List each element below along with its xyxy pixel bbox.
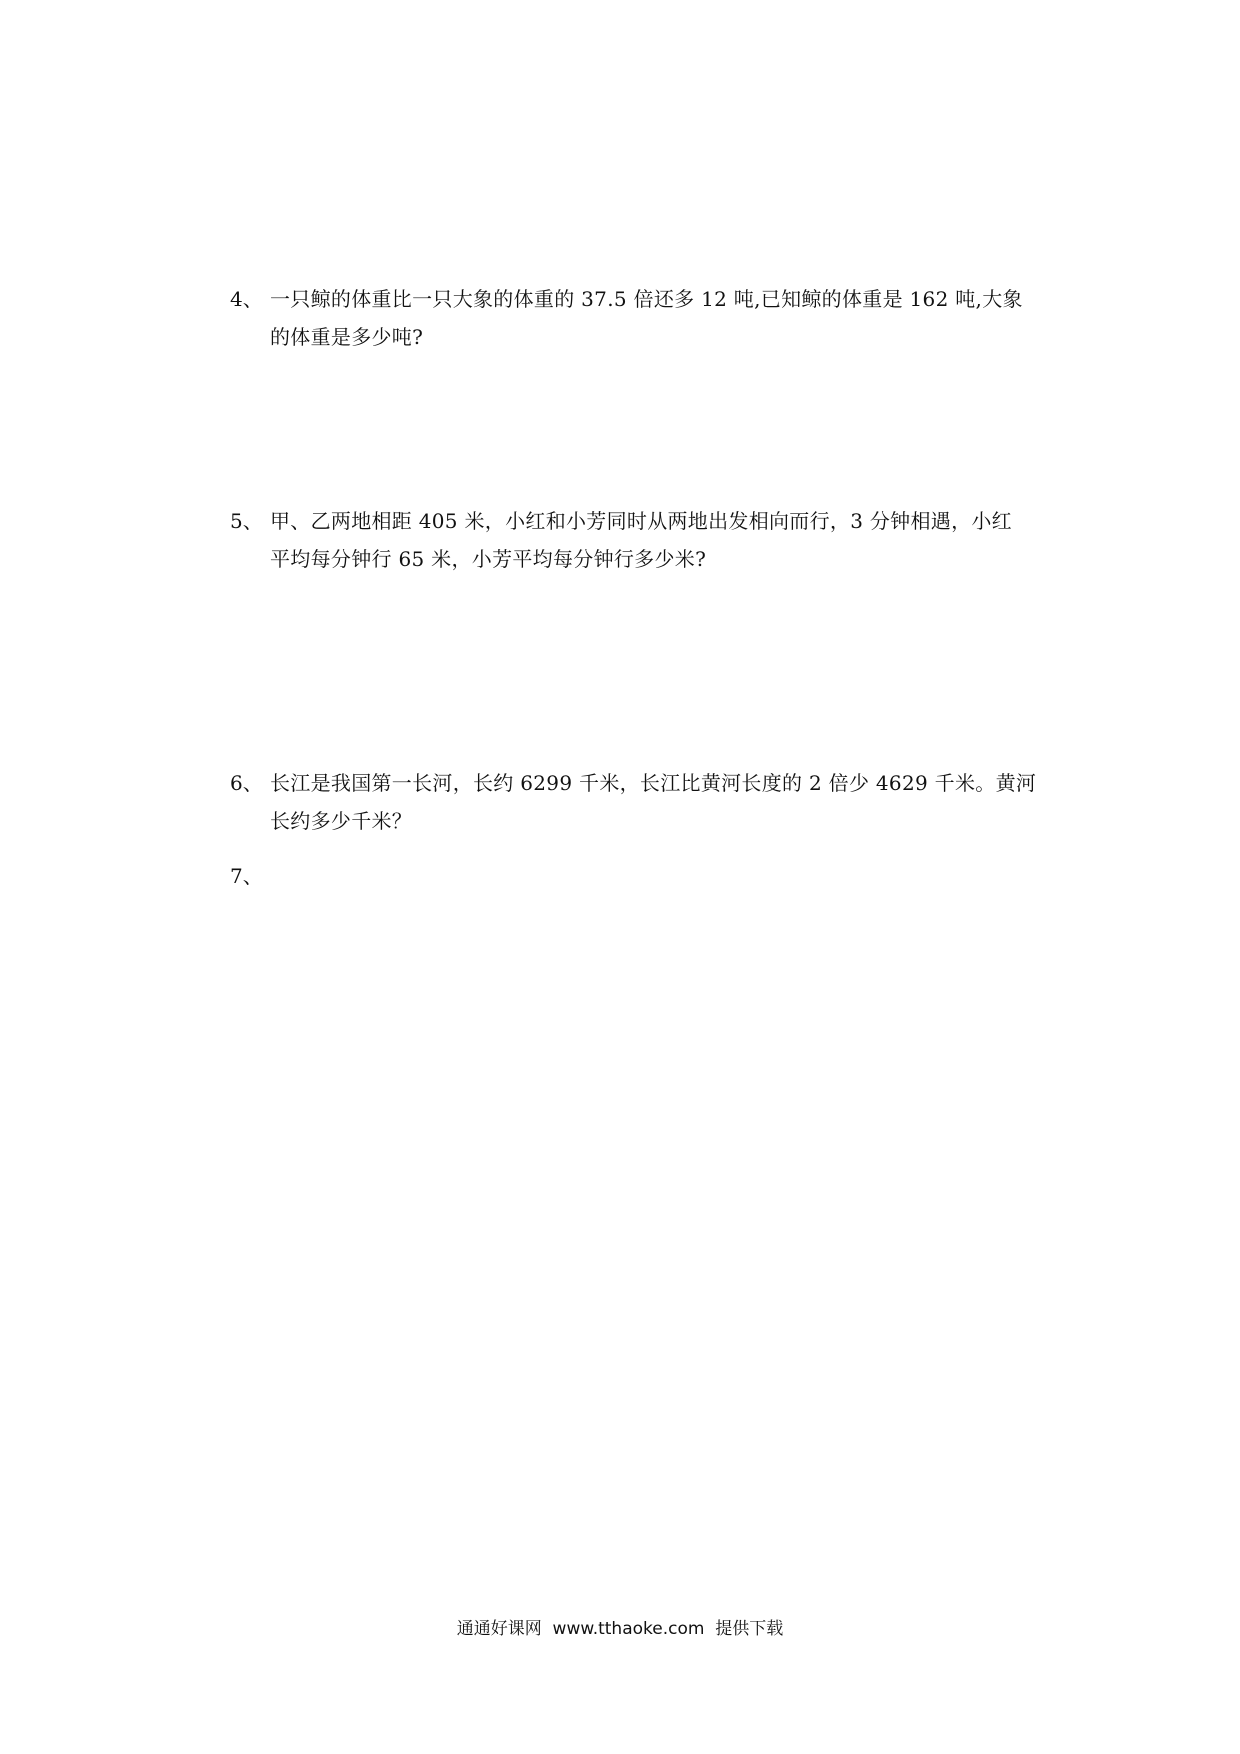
question-number: 7、 [230, 864, 263, 888]
question-text-line: 平均每分钟行 65 米，小芳平均每分钟行多少米? [270, 547, 707, 571]
question-number: 5、 [230, 509, 263, 533]
question-text-line: 长约多少千米？ [270, 809, 413, 833]
question-6 [230, 764, 1050, 840]
footer-credit: 通通好课网 www.tthaoke.com 提供下载 [456, 1619, 784, 1639]
question-text-line: 的体重是多少吨? [270, 325, 424, 349]
question-number: 6、 [230, 771, 263, 795]
question-4 [230, 280, 1050, 356]
question-text-line: 一只鲸的体重比一只大象的体重的 37.5 倍还多 12 吨,已知鲸的体重是 162 吨,大象 [270, 287, 1023, 311]
question-number: 4、 [230, 287, 263, 311]
question-5 [230, 502, 1050, 578]
question-text-line: 甲、乙两地相距 405 米，小红和小芳同时从两地出发相向而行，3 分钟相遇，小红 [270, 509, 1012, 533]
question-text-line: 长江是我国第一长河，长约 6299 千米，长江比黄河长度的 2 倍少 4629 千米。黄河 [270, 771, 1037, 795]
